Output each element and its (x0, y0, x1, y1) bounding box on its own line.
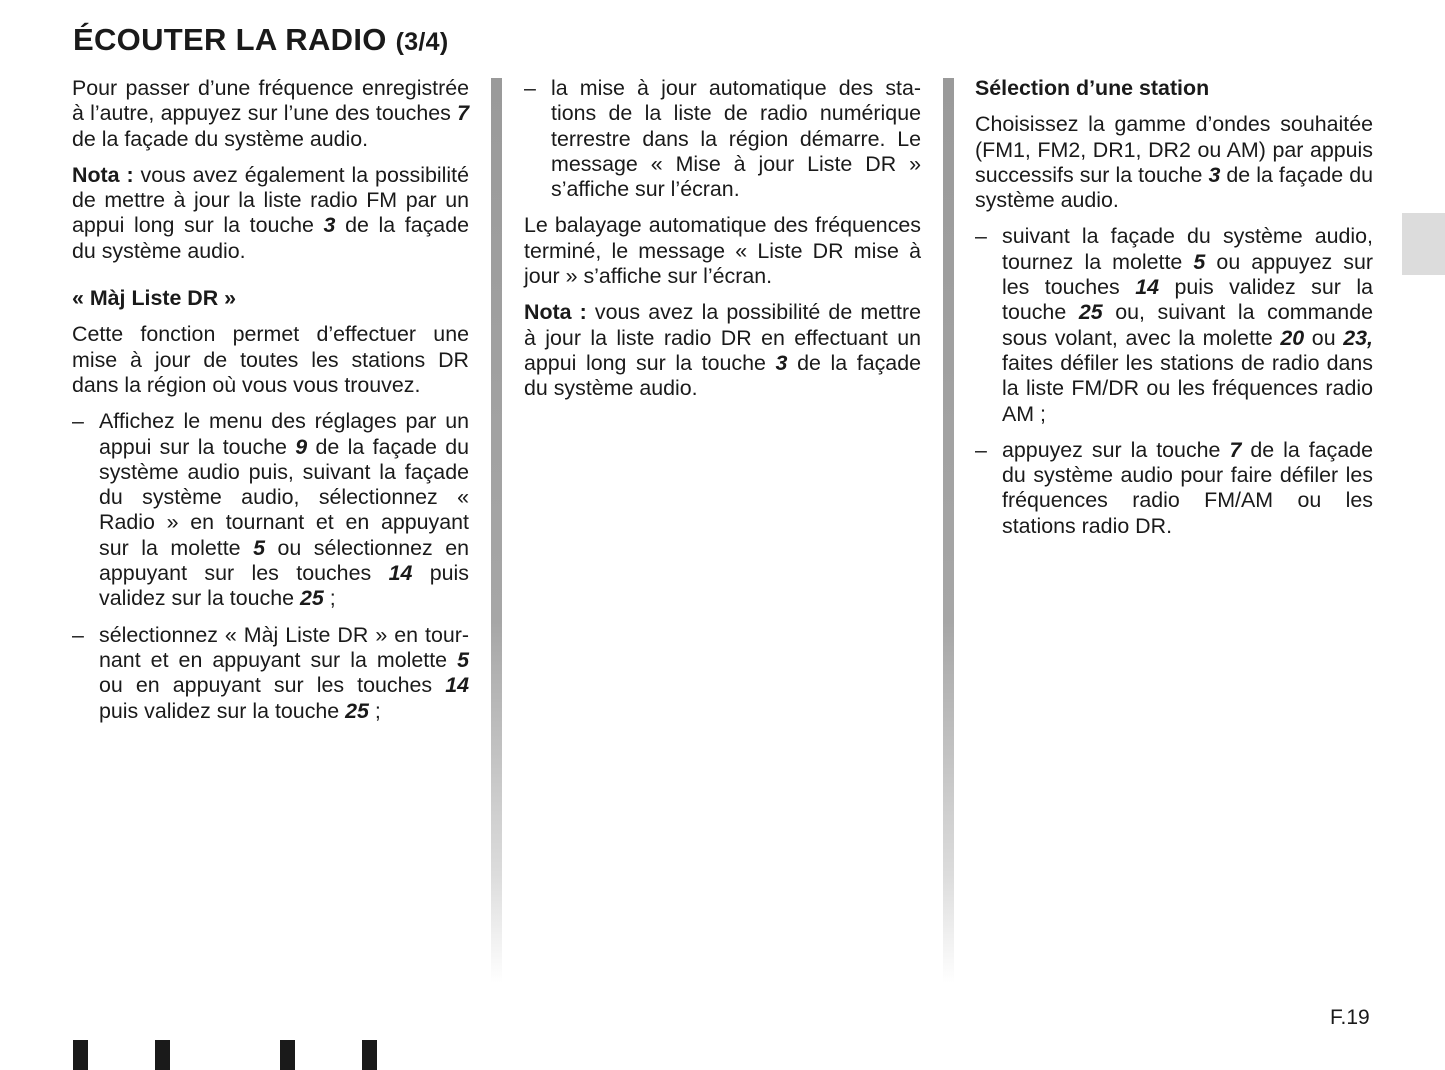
note-dr-update: Nota : vous avez la possibilité de mettre à jour la liste radio DR en effectuant un appui long sur la touche 3 de la façade du système audio. (524, 300, 921, 401)
list-item: – la mise à jour automatique des stations de la liste de radio numérique terrestre dans la région démarre. Le message « Mise à jour Liste DR » s’affiche sur l’écran. (524, 76, 921, 202)
paragraph-maj-description: Cette fonction permet d’effectuer une mise à jour de toutes les stations DR dans la région où vous vous trouvez. (72, 322, 469, 397)
paragraph-choose-band: Choisissez la gamme d’ondes souhaitée (FM1, FM2, DR1, DR2 ou AM) par appuis successifs sur la touche 3 de la façade du système audio. (975, 112, 1373, 213)
key-number: 14 (388, 561, 413, 586)
paragraph-switch-frequency: Pour passer d’une fréquence enregistrée à l’autre, appuyez sur l’une des touches 7 de la façade du système audio. (72, 76, 469, 151)
key-number: 3 (1208, 162, 1221, 187)
column-left (72, 76, 469, 735)
column-middle (524, 76, 921, 413)
key-number: 25 (345, 698, 369, 723)
column-divider-left (491, 78, 502, 983)
print-crop-mark (362, 1040, 377, 1070)
key-number: 14 (445, 673, 469, 698)
key-number: 7 (457, 101, 469, 126)
key-number: 23, (1343, 325, 1373, 350)
page-title-main: ÉCOUTER LA RADIO (73, 22, 387, 57)
key-number: 20 (1280, 325, 1305, 350)
page-number: F.19 (1330, 1006, 1370, 1029)
paragraph-scan-complete: Le balayage automatique des fréquences terminé, le message « Liste DR mise à jour » s’affiche sur l’écran. (524, 213, 921, 289)
key-number: 5 (457, 647, 469, 672)
section-heading-station-selection: Sélection d’une station (975, 76, 1210, 100)
page-title (73, 22, 448, 58)
column-right (975, 76, 1373, 550)
key-number: 9 (295, 434, 308, 459)
list-item: – sélectionnez « Màj Liste DR » en tournant et en appuyant sur la molette 5 ou en appuyant sur les touches 14 puis validez sur la touche 25 ; (72, 623, 469, 724)
print-crop-mark (280, 1040, 295, 1070)
key-number: 25 (1078, 300, 1103, 325)
note-fm-update: Nota : vous avez également la possibilité de mettre à jour la liste radio FM par un appui long sur la touche 3 de la façade du système audio. (72, 162, 469, 263)
key-number: 3 (775, 350, 788, 375)
list-item: – suivant la façade du système audio, tournez la molette 5 ou appuyez sur les touches 14 puis validez sur la touche 25 ou, suivant la commande sous volant, avec la molette 20 ou 23, faites défiler les stations de radio dans la liste FM/DR ou les fréquences radio AM ; (975, 224, 1373, 426)
section-heading-maj-liste-dr: « Màj Liste DR » (72, 286, 237, 311)
list-item: – appuyez sur la touche 7 de la façade du système audio pour faire défiler les fréquences radio FM/AM ou les stations radio DR. (975, 438, 1373, 539)
note-label: Nota : (72, 162, 134, 187)
print-crop-mark (73, 1040, 88, 1070)
key-number: 5 (1193, 249, 1206, 274)
print-crop-mark (155, 1040, 170, 1070)
key-number: 5 (253, 535, 265, 560)
column-divider-right (943, 78, 954, 983)
key-number: 3 (323, 213, 336, 238)
list-item: – Affichez le menu des réglages par un appui sur la touche 9 de la façade du système audio puis, suivant la façade du système audio, sélectionnez « Radio » en tournant et en appuyant sur la molette 5 ou sélectionnez en appuyant sur les touches 14 puis validez sur la touche 25 ; (72, 409, 469, 611)
note-label: Nota : (524, 300, 587, 325)
key-number: 14 (1135, 275, 1159, 300)
key-number: 25 (299, 586, 324, 611)
key-number: 7 (1229, 437, 1242, 462)
chapter-tab (1402, 213, 1445, 275)
page-title-part: (3/4) (395, 28, 449, 56)
